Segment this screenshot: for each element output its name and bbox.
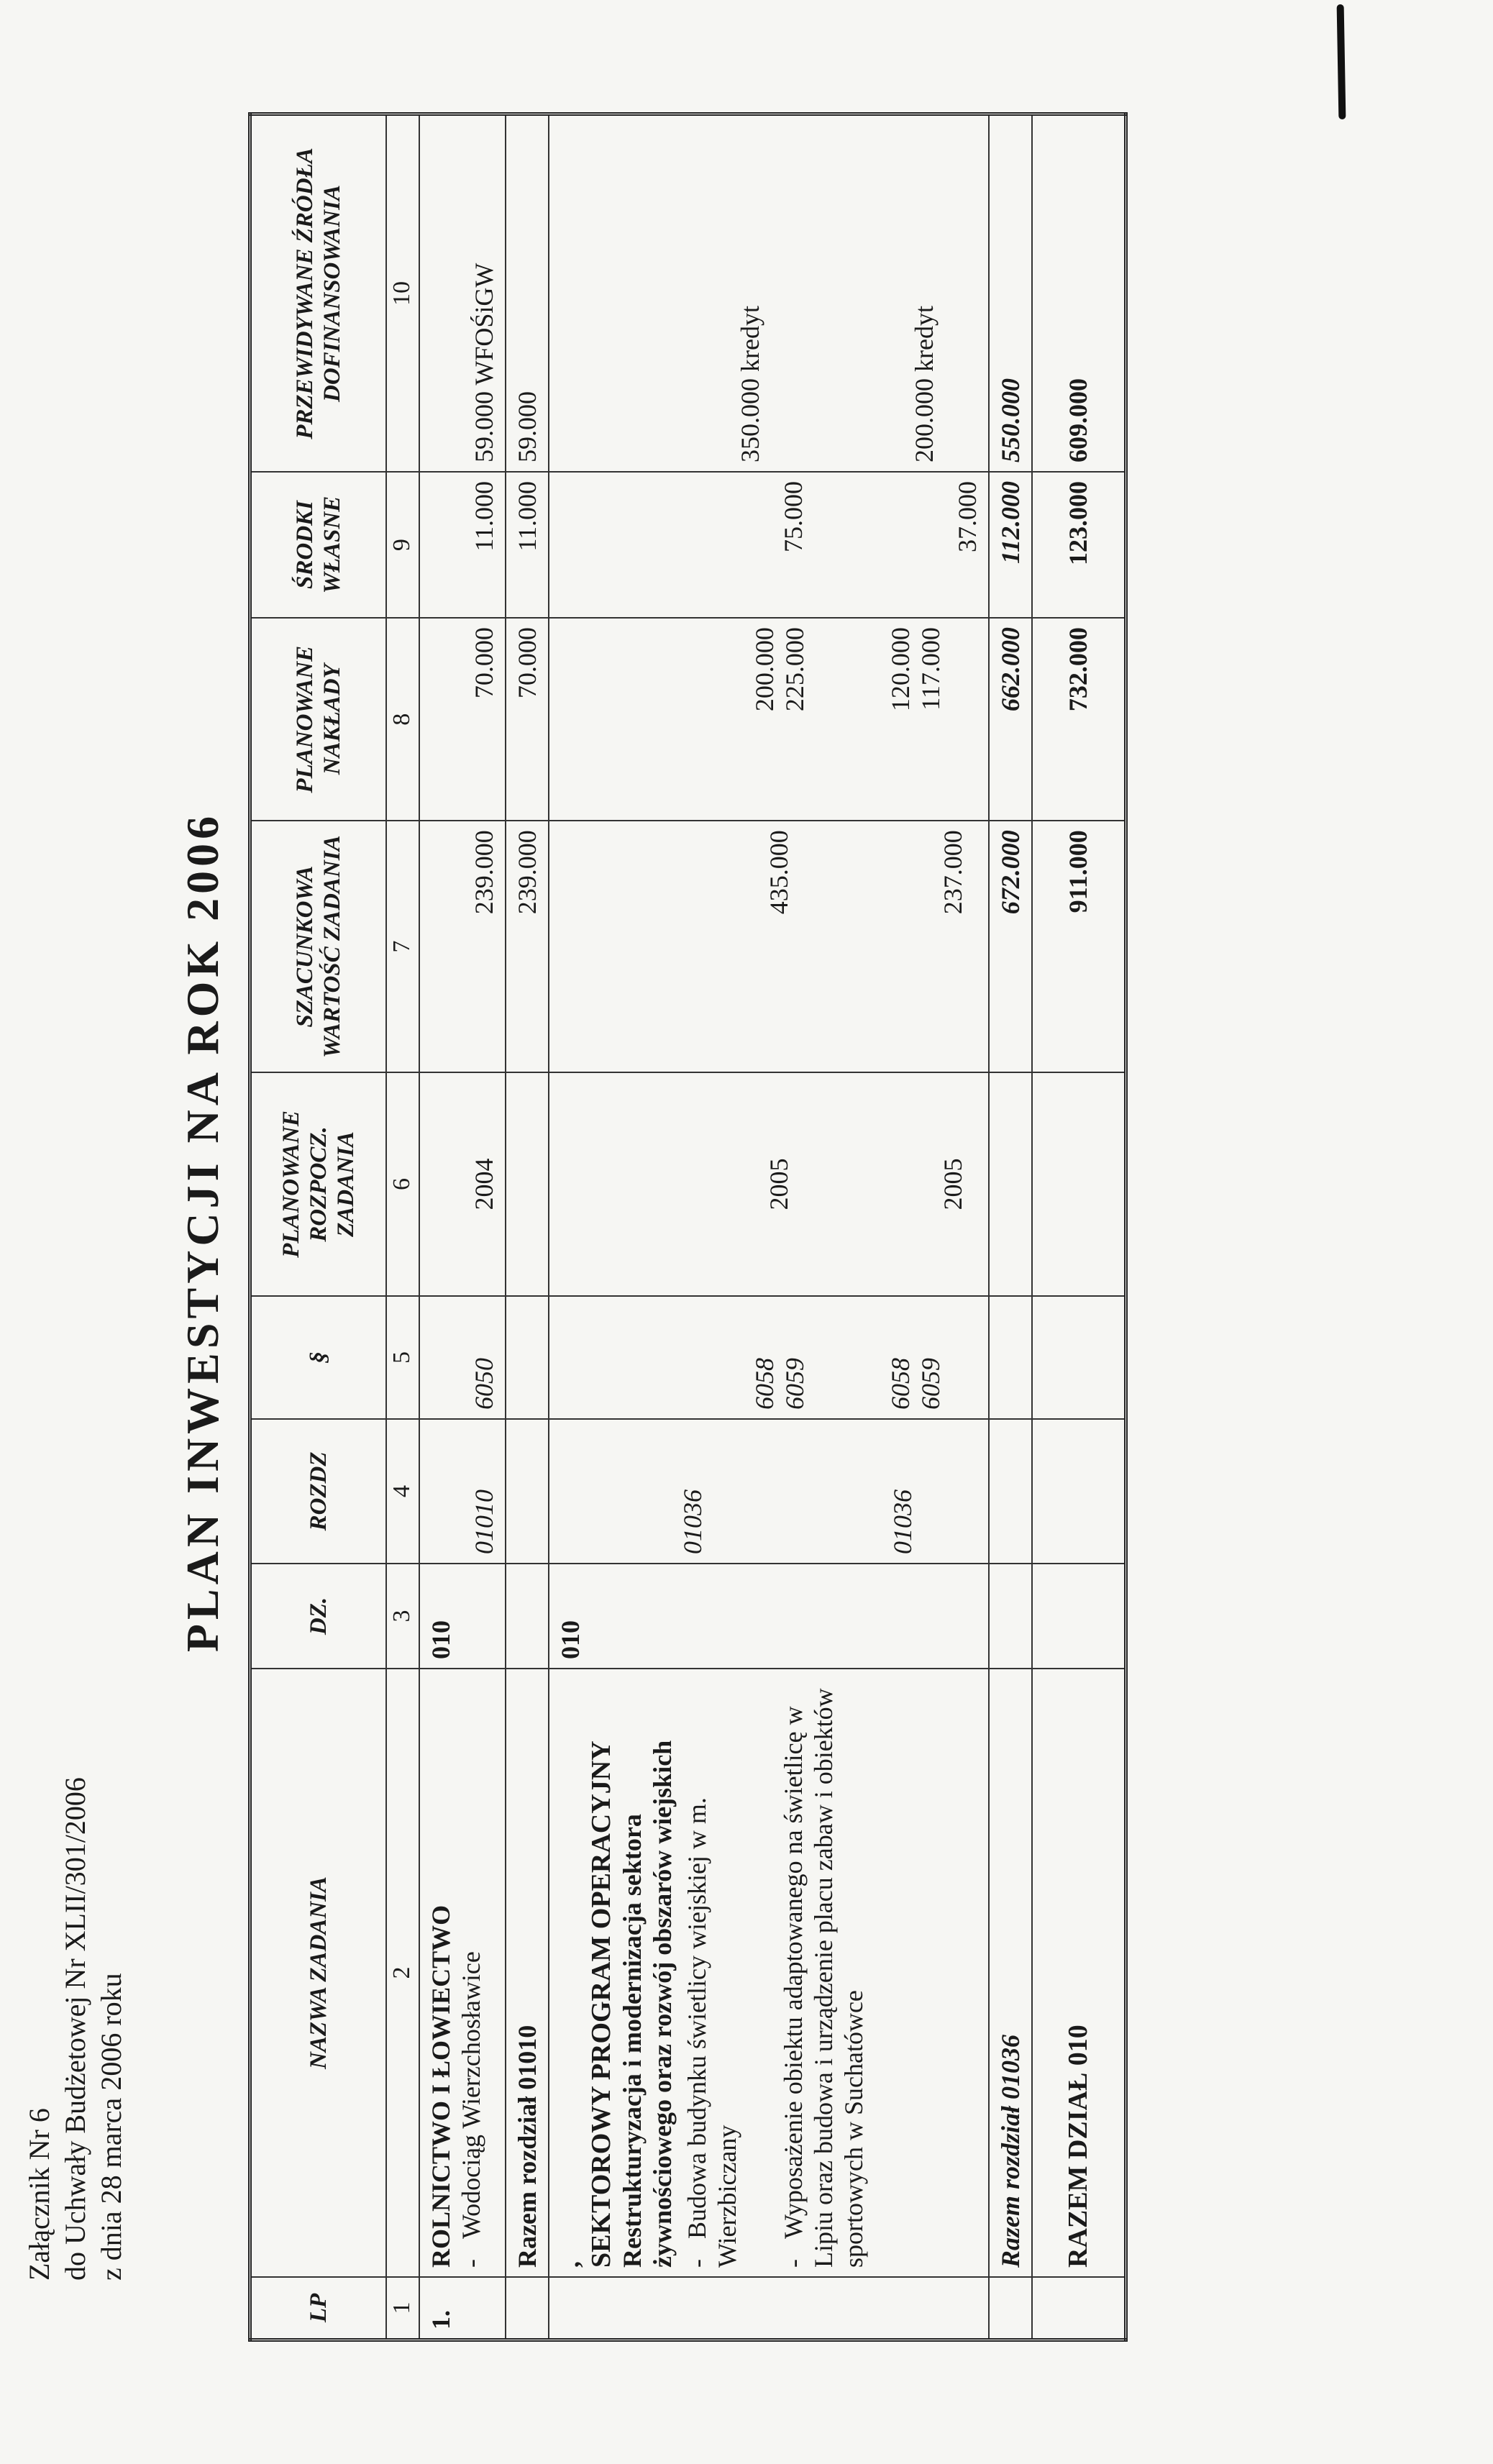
col-header-rozdz: ROZDZ <box>250 1419 387 1564</box>
section-title: ROLNICTWO I ŁOWIECTWO <box>426 1904 455 2268</box>
section-title: SEKTOROWY PROGRAM OPERACYJNY <box>586 1740 616 2268</box>
paragraf-b-1: 6058 <box>886 1358 915 1410</box>
task-name: Wyposażenie obiektu adaptowanego na świetlicę w Lipiu oraz budowa i urządzenie placu zabaw i obiektów sportowych w Suchatówce <box>779 1688 868 2268</box>
subtotal-zrodla: 550.000 <box>989 114 1032 473</box>
row-dz <box>1032 1564 1126 1669</box>
col-header-paragraf: § <box>250 1296 387 1419</box>
table-row-1 <box>419 114 506 2340</box>
row-paragraf: 6050 <box>419 1296 506 1419</box>
srodki-b: 37.000 <box>953 481 982 552</box>
naklady-b-1: 120.000 <box>886 627 915 712</box>
row-rozdz: 01010 <box>419 1419 506 1564</box>
col-number: 5 <box>386 1296 419 1419</box>
row-lp: 1. <box>419 2277 506 2340</box>
row-dz: 010 <box>549 1564 989 1669</box>
col-number: 1 <box>386 2277 419 2340</box>
row-paragraf <box>549 1296 989 1419</box>
naklady-a-2: 225.000 <box>780 627 809 712</box>
col-number: 8 <box>386 618 419 821</box>
row-paragraf <box>506 1296 549 1419</box>
zrodla-b: 200.000 kredyt <box>910 306 939 462</box>
row-rozpoczecie <box>549 1072 989 1296</box>
subtotal-row-01036 <box>989 114 1032 2340</box>
subsection-title: Restrukturyzacja i modernizacja sektora żywnościowego oraz rozwój obszarów wiejskich <box>618 1740 677 2268</box>
task-line-a <box>682 1678 742 2268</box>
row-naklady <box>549 618 989 821</box>
row-zrodla: 59.000 WFOŚiGW <box>419 114 506 473</box>
row-rozpoczecie: 2004 <box>419 1072 506 1296</box>
total-naklady: 732.000 <box>1032 618 1126 821</box>
row-wartosc: 239.000 <box>419 821 506 1072</box>
pen-stroke-mark <box>1337 4 1346 119</box>
bullet: - <box>682 2259 711 2268</box>
task-line <box>456 1678 486 2268</box>
row-rozpoczecie <box>989 1072 1032 1296</box>
row-lp <box>506 2277 549 2340</box>
header-line-2: do Uchwały Budżetowej Nr XLII/301/2006 <box>59 1777 91 2281</box>
row-dz <box>989 1564 1032 1669</box>
col-header-zrodla: PRZEWIDYWANE ŹRÓDŁA DOFINANSOWANIA <box>250 114 387 473</box>
col-number: 9 <box>386 472 419 618</box>
bullet: - <box>457 2259 485 2268</box>
task-name: Budowa budynku świetlicy wiejskiej w m. Wierzbiczany <box>682 1797 741 2268</box>
row-paragraf <box>1032 1296 1126 1419</box>
wartosc-b: 237.000 <box>939 830 967 915</box>
investment-plan-table <box>248 112 1128 2342</box>
table-header-row <box>250 114 387 2340</box>
subtotal-naklady: 70.000 <box>506 618 549 821</box>
task-line-b <box>778 1678 869 2268</box>
total-zrodla: 609.000 <box>1032 114 1126 473</box>
total-row-010 <box>1032 114 1126 2340</box>
header-line-3: z dnia 28 marca 2006 roku <box>95 1973 127 2281</box>
subtotal-srodki: 11.000 <box>506 472 549 618</box>
table-row-2 <box>549 114 989 2340</box>
page-title: PLAN INWESTYCJI NA ROK 2006 <box>177 811 228 1653</box>
subtotal-label: Razem rozdział 01010 <box>506 1669 549 2277</box>
col-header-rozpoczecie: PLANOWANE ROZPOCZ. ZADANIA <box>250 1072 387 1296</box>
task-name: Wodociąg Wierzchosławice <box>457 1951 485 2239</box>
row-lp <box>989 2277 1032 2340</box>
row-wartosc <box>549 821 989 1072</box>
attachment-header <box>22 1777 129 2281</box>
rozdz-value: 01036 <box>678 1489 707 1554</box>
total-wartosc: 911.000 <box>1032 821 1126 1072</box>
bullet: - <box>779 2259 808 2268</box>
col-number: 10 <box>386 114 419 473</box>
row-zrodla <box>549 114 989 473</box>
paragraf-a-1: 6058 <box>750 1358 779 1410</box>
header-line-1: Załącznik Nr 6 <box>23 2108 55 2281</box>
column-number-row <box>386 114 419 2340</box>
row-lp <box>549 2277 989 2340</box>
col-header-srodki: ŚRODKI WŁASNE <box>250 472 387 618</box>
zrodla-a: 350.000 kredyt <box>736 306 764 462</box>
subtotal-label: Razem rozdział 01036 <box>989 1669 1032 2277</box>
subtotal-wartosc: 672.000 <box>989 821 1032 1072</box>
row-task-name <box>549 1669 989 2277</box>
total-srodki: 123.000 <box>1032 472 1126 618</box>
row-lp <box>1032 2277 1126 2340</box>
col-number: 4 <box>386 1419 419 1564</box>
wartosc-a: 435.000 <box>764 830 793 915</box>
row-rozdz <box>1032 1419 1126 1564</box>
total-label: RAZEM DZIAŁ 010 <box>1032 1669 1126 2277</box>
subtotal-zrodla: 59.000 <box>506 114 549 473</box>
row-dz <box>506 1564 549 1669</box>
col-header-lp: LP <box>250 2277 387 2340</box>
subtotal-naklady: 662.000 <box>989 618 1032 821</box>
paragraf-b-2: 6059 <box>916 1358 945 1410</box>
row-rozdz <box>989 1419 1032 1564</box>
paragraf-a-2: 6059 <box>780 1358 809 1410</box>
rozpoczecie-b: 2005 <box>939 1158 967 1210</box>
subtotal-wartosc: 239.000 <box>506 821 549 1072</box>
row-srodki: 11.000 <box>419 472 506 618</box>
rozpoczecie-a: 2005 <box>764 1158 793 1210</box>
col-header-dz: DZ. <box>250 1564 387 1669</box>
naklady-b-2: 117.000 <box>916 627 945 711</box>
row-rozdz <box>549 1419 989 1564</box>
row-dz: 010 <box>419 1564 506 1669</box>
col-number: 7 <box>386 821 419 1072</box>
subtotal-row-01010 <box>506 114 549 2340</box>
row-rozdz <box>506 1419 549 1564</box>
row-rozpoczecie <box>1032 1072 1126 1296</box>
col-number: 6 <box>386 1072 419 1296</box>
col-header-nazwa: NAZWA ZADANIA <box>250 1669 387 2277</box>
rozdz-value-b: 01036 <box>888 1489 917 1554</box>
srodki-a: 75.000 <box>779 481 808 552</box>
row-naklady: 70.000 <box>419 618 506 821</box>
col-header-wartosc: SZACUNKOWA WARTOŚĆ ZADANIA <box>250 821 387 1072</box>
col-number: 3 <box>386 1564 419 1669</box>
col-header-naklady: PLANOWANE NAKŁADY <box>250 618 387 821</box>
naklady-a-1: 200.000 <box>750 627 779 712</box>
row-srodki <box>549 472 989 618</box>
row-paragraf <box>989 1296 1032 1419</box>
row-task-name <box>419 1669 506 2277</box>
comma-mark: , <box>556 2261 585 2268</box>
row-rozpoczecie <box>506 1072 549 1296</box>
col-number: 2 <box>386 1669 419 2277</box>
subtotal-srodki: 112.000 <box>989 472 1032 618</box>
